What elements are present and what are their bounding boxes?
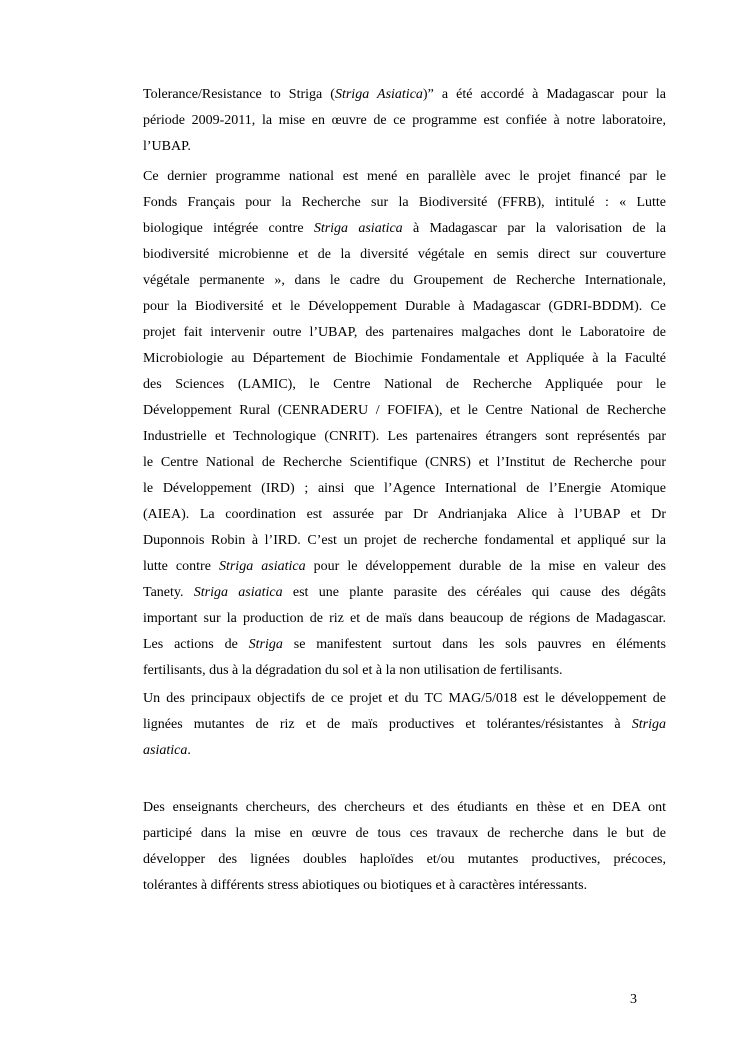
paragraph-4 <box>143 795 666 899</box>
text-line: Industrielle et Technologique (CNRIT). Les partenaires étrangers sont représentés par <box>143 429 666 444</box>
text-line: pour la Biodiversité et le Développement Durable à Madagascar (GDRI-BDDM). Ce <box>143 299 666 314</box>
text-line: Développement Rural (CENRADERU / FOFIFA), et le Centre National de Recherche <box>143 403 666 418</box>
text-line: développer des lignées doubles haploïdes et/ou mutantes productives, précoces, <box>143 852 666 867</box>
paragraph-1 <box>143 82 666 160</box>
text-line: fertilisants, dus à la dégradation du sol et à la non utilisation de fertilisants. <box>143 663 563 678</box>
text-line: lutte contre Striga asiatica pour le développement durable de la mise en valeur des <box>143 559 666 574</box>
paragraph-2 <box>143 164 666 684</box>
text-line: végétale permanente », dans le cadre du Groupement de Recherche Internationale, <box>143 273 666 288</box>
text-line: participé dans la mise en œuvre de tous ces travaux de recherche dans le but de <box>143 826 666 841</box>
text-line: biologique intégrée contre Striga asiatica à Madagascar par la valorisation de la <box>143 221 666 236</box>
text-line: Les actions de Striga se manifestent surtout dans les sols pauvres en éléments <box>143 637 667 652</box>
text-line: projet fait intervenir outre l’UBAP, des partenaires malgaches dont le Laboratoire de <box>143 325 666 340</box>
text-line: lignées mutantes de riz et de maïs productives et tolérantes/résistantes à Striga <box>143 717 666 732</box>
text-line: Microbiologie au Département de Biochimie Fondamentale et Appliquée à la Faculté <box>143 351 666 366</box>
text-line: Un des principaux objectifs de ce projet et du TC MAG/5/018 est le développement de <box>143 691 666 706</box>
text-line: des Sciences (LAMIC), le Centre National de Recherche Appliquée pour le <box>143 377 666 392</box>
text-line: Tolerance/Resistance to Striga (Striga Asiatica)” a été accordé à Madagascar pour la <box>143 87 666 102</box>
text-line: Duponnois Robin à l’IRD. C’est un projet de recherche fondamental et appliqué sur la <box>143 533 666 548</box>
text-line: asiatica. <box>143 743 191 758</box>
text-line: (AIEA). La coordination est assurée par Dr Andrianjaka Alice à l’UBAP et Dr <box>143 507 666 522</box>
text-line: Fonds Français pour la Recherche sur la Biodiversité (FFRB), intitulé : « Lutte <box>143 195 666 210</box>
text-line: le Développement (IRD) ; ainsi que l’Agence International de l’Energie Atomique <box>143 481 666 496</box>
text-line: biodiversité microbienne et de la diversité végétale en semis direct sur couverture <box>143 247 666 262</box>
text-line: Tanety. Striga asiatica est une plante parasite des céréales qui cause des dégâts <box>143 585 666 600</box>
paragraph-3 <box>143 686 666 764</box>
text-line: Des enseignants chercheurs, des chercheurs et des étudiants en thèse et en DEA ont <box>143 800 666 815</box>
text-line: important sur la production de riz et de maïs dans beaucoup de régions de Madagascar. <box>143 611 666 626</box>
text-line: l’UBAP. <box>143 139 191 154</box>
text-line: période 2009-2011, la mise en œuvre de ce programme est confiée à notre laboratoire, <box>143 113 666 128</box>
page-number: 3 <box>630 992 637 1007</box>
text-line: tolérantes à différents stress abiotiques ou biotiques et à caractères intéressants. <box>143 878 588 893</box>
text-line: Ce dernier programme national est mené en parallèle avec le projet financé par le <box>143 169 666 184</box>
text-line: le Centre National de Recherche Scientifique (CNRS) et l’Institut de Recherche pour <box>143 455 666 470</box>
